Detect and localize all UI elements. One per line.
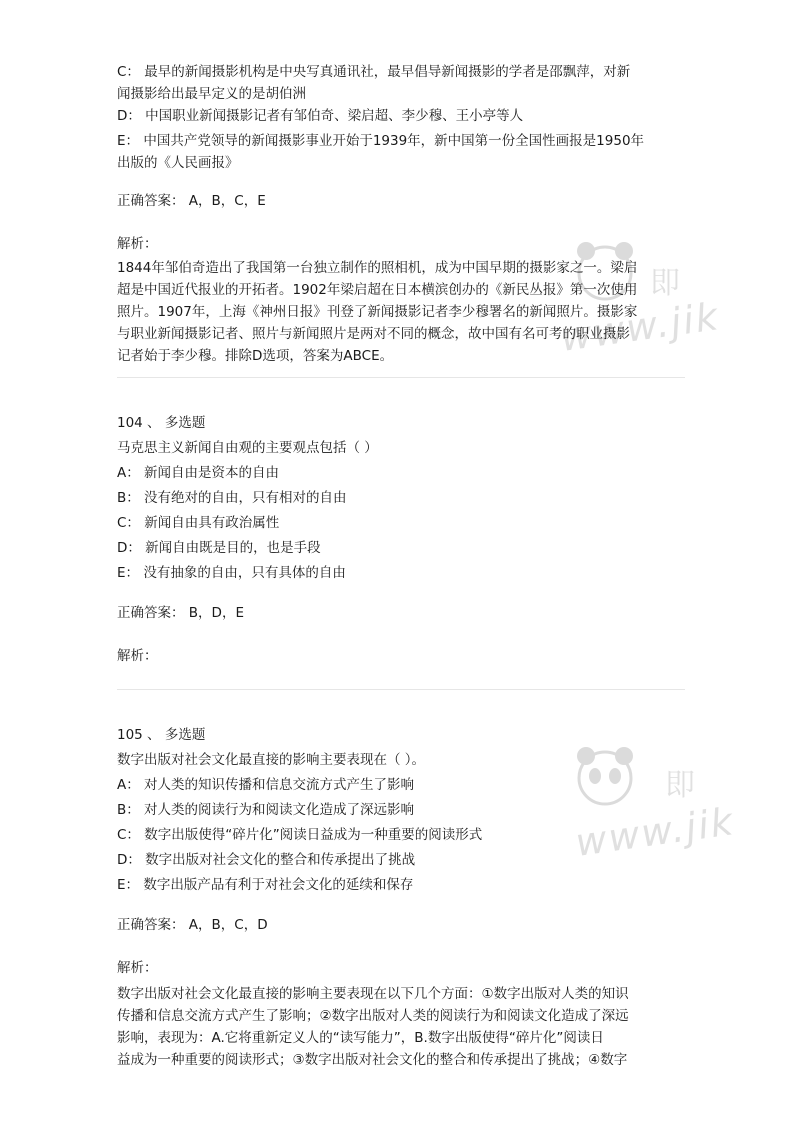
correct-answer: 正确答案： A，B，C，E — [117, 193, 266, 209]
analysis-label: 解析： — [117, 236, 158, 252]
option-e: E： 没有抽象的自由，只有具体的自由 — [117, 565, 346, 581]
analysis-text-line: 益成为一种重要的阅读形式；③数字出版对社会文化的整合和传承提出了挑战；④数字 — [117, 1052, 628, 1068]
watermark-url-right-2: www.jik — [572, 799, 738, 865]
analysis-label: 解析： — [117, 648, 158, 664]
option-b: B： 对人类的阅读行为和阅读文化造成了深远影响 — [117, 802, 415, 818]
correct-answer: 正确答案： A，B，C，D — [117, 917, 268, 933]
option-a: A： 对人类的知识传播和信息交流方式产生了影响 — [117, 777, 415, 793]
option-e-line2: 出版的《人民画报》 — [117, 155, 239, 171]
correct-answer: 正确答案： B，D，E — [117, 605, 244, 621]
option-c: C： 数字出版使得“碎片化”阅读日益成为一种重要的阅读形式 — [117, 827, 483, 843]
option-d: D： 新闻自由既是目的，也是手段 — [117, 540, 321, 556]
analysis-text-line: 记者始于李少穆。排除D选项，答案为ABCE。 — [117, 348, 394, 364]
option-e: E： 数字出版产品有利于对社会文化的延续和保存 — [117, 877, 414, 893]
option-d: D： 数字出版对社会文化的整合和传承提出了挑战 — [117, 852, 416, 868]
analysis-text-line: 与职业新闻摄影记者、照片与新闻照片是两对不同的概念，故中国有名可考的职业摄影 — [117, 326, 630, 342]
analysis-text-line: 数字出版对社会文化最直接的影响主要表现在以下几个方面：①数字出版对人类的知识 — [117, 986, 629, 1002]
question-stem: 马克思主义新闻自由观的主要观点包括（ ） — [117, 440, 378, 456]
section-divider — [117, 689, 685, 690]
option-e-line1: E： 中国共产党领导的新闻摄影事业开始于1939年，新中国第一份全国性画报是1950年 — [117, 133, 645, 149]
option-d: D： 中国职业新闻摄影记者有邹伯奇、梁启超、李少穆、王小亭等人 — [117, 108, 524, 124]
question-stem: 数字出版对社会文化最直接的影响主要表现在（ ）。 — [117, 752, 426, 768]
panda-logo-icon — [570, 740, 640, 810]
watermark-url-right-1: www.jik — [557, 294, 723, 360]
analysis-text-line: 传播和信息交流方式产生了影响；②数字出版对人类的阅读行为和阅读文化造成了深远 — [117, 1008, 629, 1024]
analysis-text-line: 超是中国近代报业的开拓者。1902年梁启超在日本横滨创办的《新民丛报》第一次使用 — [117, 282, 638, 298]
analysis-label: 解析： — [117, 960, 158, 976]
question-header: 104 、 多选题 — [117, 415, 206, 431]
option-b: B： 没有绝对的自由，只有相对的自由 — [117, 490, 347, 506]
option-a: A： 新闻自由是资本的自由 — [117, 465, 280, 481]
question-header: 105 、 多选题 — [117, 727, 206, 743]
option-c-line2: 闻摄影给出最早定义的是胡伯洲 — [117, 86, 306, 102]
watermark-cn-right-1: 即 — [650, 266, 680, 301]
analysis-text-line: 1844年邹伯奇造出了我国第一台独立制作的照相机，成为中国早期的摄影家之一。梁启 — [117, 260, 638, 276]
analysis-text-line: 影响，表现为：A.它将重新定义人的“读写能力”，B.数字出版使得“碎片化”阅读日 — [117, 1030, 604, 1046]
analysis-text-line: 照片。1907年，上海《神州日报》刊登了新闻摄影记者李少穆署名的新闻照片。摄影家 — [117, 304, 638, 320]
option-c-line1: C： 最早的新闻摄影机构是中央写真通讯社，最早倡导新闻摄影的学者是邵飘萍，对新 — [117, 64, 631, 80]
section-divider — [117, 377, 685, 378]
watermark-cn-right-2: 即 — [665, 768, 695, 803]
option-c: C： 新闻自由具有政治属性 — [117, 515, 280, 531]
